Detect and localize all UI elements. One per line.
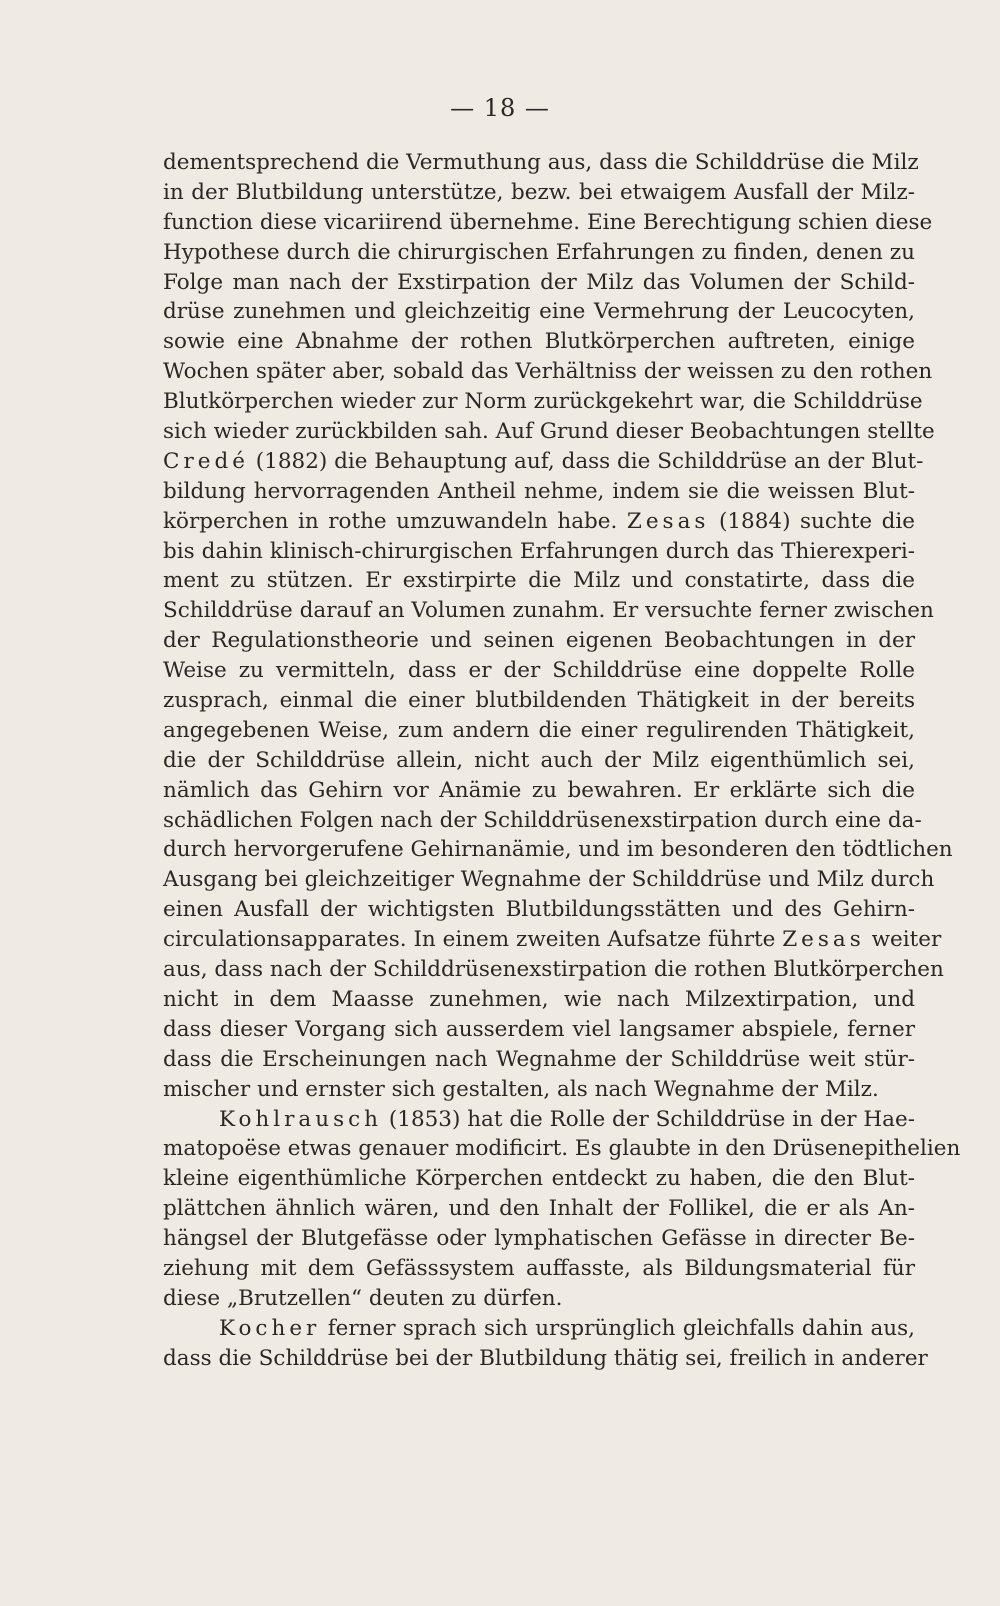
text-segment: circulationsapparates. In einem zweiten Aufsatze führte	[163, 927, 783, 953]
text-line: Blutkörperchen wieder zur Norm zurückgekehrt war, die Schilddrüse	[163, 389, 923, 415]
text-line: hängsel der Blutgefässe oder lymphatischen Gefässe in directer Be-	[163, 1226, 915, 1252]
text-segment: (1853) hat die Rolle der Schilddrüse in der Hae-	[382, 1106, 915, 1132]
text-line	[163, 1105, 915, 1135]
text-line: mischer und ernster sich gestalten, als nach Wegnahme der Milz.	[163, 1076, 879, 1102]
text-line: der Regulationstheorie und seinen eigenen Beobachtungen in der	[163, 628, 915, 654]
text-line: Wochen später aber, sobald das Verhältniss der weissen zu den rothen	[163, 359, 933, 385]
text-line: function diese vicariirend übernehme. Eine Berechtigung schien diese	[163, 209, 933, 235]
text-line: dass dieser Vorgang sich ausserdem viel langsamer abspiele, ferner	[163, 1016, 915, 1042]
text-line: in der Blutbildung unterstütze, bezw. bei etwaigem Ausfall der Milz-	[163, 179, 915, 205]
text-line: angegebenen Weise, zum andern die einer regulirenden Thätigkeit,	[163, 717, 915, 743]
text-line: nämlich das Gehirn vor Anämie zu bewahren. Er erklärte sich die	[163, 777, 915, 803]
text-line: dementsprechend die Vermuthung aus, dass die Schilddrüse die Milz	[163, 150, 919, 175]
text-segment: körperchen in rothe umzuwandeln habe.	[163, 508, 627, 534]
text-line: diese „Brutzellen“ deuten zu dürfen.	[163, 1285, 563, 1311]
text-line: plättchen ähnlich wären, und den Inhalt der Follikel, die er als An-	[163, 1196, 915, 1222]
text-line: einen Ausfall der wichtigsten Blutbildungsstätten und des Gehirn-	[163, 897, 915, 923]
text-line: ment zu stützen. Er exstirpirte die Milz und constatirte, dass die	[163, 568, 915, 594]
text-line: Schilddrüse darauf an Volumen zunahm. Er versuchte ferner zwischen	[163, 598, 934, 624]
text-line	[163, 507, 915, 537]
text-line: Ausgang bei gleichzeitiger Wegnahme der Schilddrüse und Milz durch	[163, 867, 935, 893]
author-name: Zesas	[626, 508, 710, 534]
author-name: Kohlrausch	[219, 1106, 383, 1132]
author-name: Kocher	[219, 1315, 321, 1341]
text-line: sowie eine Abnahme der rothen Blutkörperchen auftreten, einige	[163, 329, 915, 355]
page-number: — 18 —	[450, 94, 550, 122]
text-segment: (1884) suchte die	[709, 508, 915, 534]
author-name: Credé	[163, 448, 249, 474]
text-line: zusprach, einmal die einer blutbildenden Thätigkeit in der bereits	[163, 688, 915, 714]
text-line: sich wieder zurückbilden sah. Auf Grund dieser Beobachtungen stellte	[163, 419, 935, 445]
body-text	[163, 148, 961, 1374]
text-line: die der Schilddrüse allein, nicht auch der Milz eigenthümlich sei,	[163, 747, 915, 773]
text-line: bis dahin klinisch-chirurgischen Erfahrungen durch das Thierexperi-	[163, 538, 915, 564]
text-line: Weise zu vermitteln, dass er der Schilddrüse eine doppelte Rolle	[163, 658, 915, 684]
text-line	[163, 925, 942, 955]
text-line	[163, 447, 924, 477]
text-line: nicht in dem Maasse zunehmen, wie nach Milzextirpation, und	[163, 986, 915, 1012]
text-segment: (1882) die Behauptung auf, dass die Schilddrüse an der Blut-	[248, 448, 924, 474]
text-line: Hypothese durch die chirurgischen Erfahrungen zu finden, denen zu	[163, 239, 915, 265]
text-segment: weiter	[864, 927, 942, 953]
text-line: ziehung mit dem Gefässsystem auffasste, als Bildungsmaterial für	[163, 1255, 915, 1281]
text-line: aus, dass nach der Schilddrüsenexstirpation die rothen Blutkörperchen	[163, 957, 944, 983]
author-name: Zesas	[782, 927, 865, 953]
text-segment: ferner sprach sich ursprünglich gleichfalls dahin aus,	[320, 1315, 915, 1341]
text-line: dass die Schilddrüse bei der Blutbildung thätig sei, freilich in anderer	[163, 1345, 928, 1371]
text-line: dass die Erscheinungen nach Wegnahme der Schilddrüse weit stür-	[163, 1046, 915, 1072]
text-line	[163, 1314, 915, 1344]
text-line: Folge man nach der Exstirpation der Milz das Volumen der Schild-	[163, 269, 915, 295]
text-line: drüse zunehmen und gleichzeitig eine Vermehrung der Leucocyten,	[163, 299, 915, 325]
text-line: bildung hervorragenden Antheil nehme, indem sie die weissen Blut-	[163, 478, 915, 504]
text-line: kleine eigenthümliche Körperchen entdeckt zu haben, die den Blut-	[163, 1166, 915, 1192]
text-line: durch hervorgerufene Gehirnanämie, und im besonderen den tödtlichen	[163, 837, 953, 863]
text-line: schädlichen Folgen nach der Schilddrüsenexstirpation durch eine da-	[163, 807, 922, 833]
text-line: matopoëse etwas genauer modificirt. Es glaubte in den Drüsenepithelien	[163, 1136, 961, 1162]
